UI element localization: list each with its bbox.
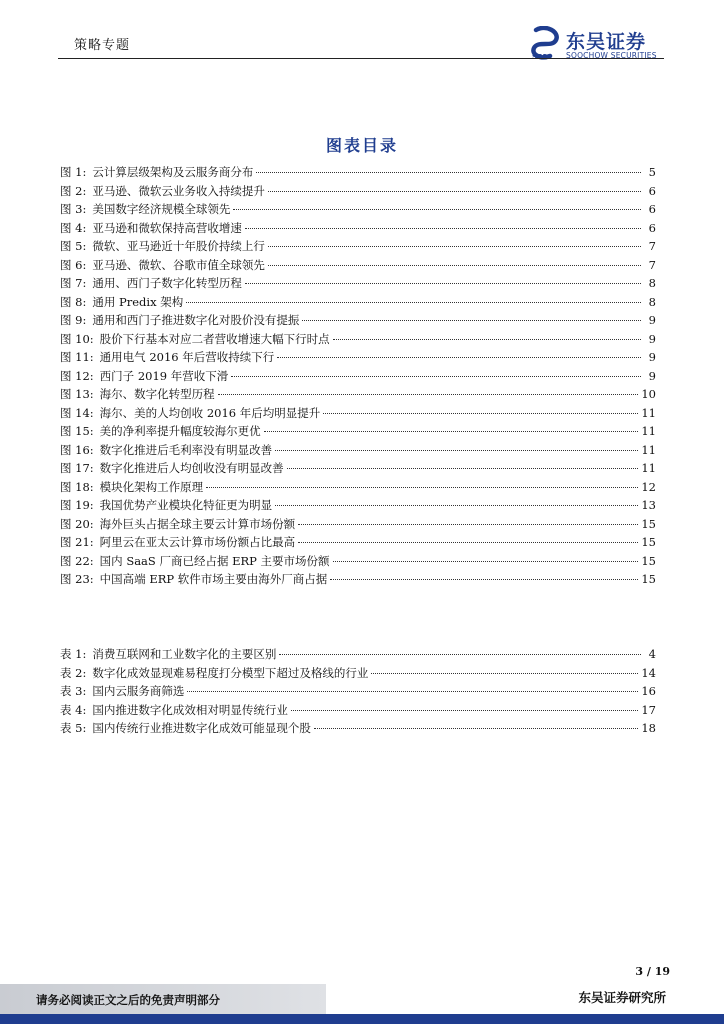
entry-label: 表 1: bbox=[60, 647, 87, 661]
page-number: 3 / 19 bbox=[635, 965, 670, 978]
entry-title: 海外巨头占据全球主要云计算市场份额 bbox=[99, 516, 296, 531]
figure-entry[interactable] bbox=[60, 479, 656, 498]
entry-title: 云计算层级架构及云服务商分布 bbox=[92, 165, 254, 179]
dot-leader bbox=[333, 561, 639, 562]
dot-leader bbox=[231, 376, 641, 377]
entry-label: 图 15: bbox=[60, 424, 94, 438]
dot-leader bbox=[233, 209, 641, 210]
entry-page-number: 11 bbox=[641, 461, 656, 475]
entry-page-number: 9 bbox=[648, 331, 656, 346]
entry-title: 通用、西门子数字化转型历程 bbox=[92, 276, 242, 290]
company-logo bbox=[528, 26, 678, 62]
entry-title: 国内传统行业推进数字化成效可能显现个股 bbox=[92, 721, 311, 735]
entry-page-number: 5 bbox=[648, 165, 656, 179]
dot-leader bbox=[268, 265, 641, 266]
figure-entry[interactable] bbox=[60, 497, 656, 516]
entry-label: 图 23: bbox=[60, 572, 94, 586]
entry-label: 图 10: bbox=[60, 331, 94, 346]
entry-label: 表 2: bbox=[60, 665, 87, 680]
entry-page-number: 9 bbox=[648, 368, 656, 383]
entry-title: 亚马逊和微软保持高营收增速 bbox=[92, 220, 242, 235]
entry-page-number: 13 bbox=[641, 498, 656, 512]
entry-page-number: 8 bbox=[648, 276, 656, 290]
entry-label: 图 14: bbox=[60, 405, 94, 420]
entry-title: 海尔、美的人均创收 2016 年后均明显提升 bbox=[99, 405, 321, 420]
dot-leader bbox=[298, 524, 638, 525]
figure-entry[interactable] bbox=[60, 201, 656, 220]
entry-title: 中国高端 ERP 软件市场主要由海外厂商占据 bbox=[99, 572, 328, 586]
entry-label: 图 19: bbox=[60, 498, 94, 512]
figure-entry[interactable] bbox=[60, 423, 656, 442]
entry-title: 通用和西门子推进数字化对股价没有提振 bbox=[92, 313, 300, 327]
figure-entry[interactable] bbox=[60, 405, 656, 424]
entry-page-number: 7 bbox=[648, 257, 656, 272]
entry-title: 海尔、数字化转型历程 bbox=[99, 387, 215, 401]
figure-entry[interactable] bbox=[60, 368, 656, 387]
figure-entry[interactable] bbox=[60, 312, 656, 331]
entry-page-number: 14 bbox=[641, 665, 656, 680]
table-entry[interactable] bbox=[60, 702, 656, 721]
dot-leader bbox=[275, 450, 638, 451]
figure-entry[interactable] bbox=[60, 386, 656, 405]
entry-label: 图 6: bbox=[60, 257, 87, 272]
table-entry[interactable] bbox=[60, 720, 656, 739]
research-institute-name: 东吴证券研究所 bbox=[578, 990, 666, 1005]
entry-title: 数字化推进后毛利率没有明显改善 bbox=[99, 442, 273, 457]
dot-leader bbox=[302, 320, 641, 321]
entry-title: 消费互联网和工业数字化的主要区别 bbox=[92, 647, 277, 661]
header-divider bbox=[58, 58, 664, 59]
entry-title: 通用 Predix 架构 bbox=[92, 294, 184, 309]
dot-leader bbox=[330, 579, 638, 580]
figure-list bbox=[60, 164, 656, 590]
entry-page-number: 11 bbox=[641, 424, 656, 438]
dot-leader bbox=[218, 394, 639, 395]
disclaimer-text: 请务必阅读正文之后的免责声明部分 bbox=[36, 993, 220, 1007]
entry-label: 图 7: bbox=[60, 276, 87, 290]
entry-page-number: 16 bbox=[641, 684, 656, 698]
entry-label: 图 17: bbox=[60, 461, 94, 475]
entry-page-number: 11 bbox=[641, 442, 656, 457]
entry-title: 阿里云在亚太云计算市场份额占比最高 bbox=[99, 535, 296, 549]
entry-title: 亚马逊、微软云业务收入持续提升 bbox=[92, 183, 265, 198]
entry-page-number: 15 bbox=[641, 516, 656, 531]
logo-mark-icon bbox=[528, 26, 562, 60]
entry-label: 图 5: bbox=[60, 239, 87, 253]
entry-title: 模块化架构工作原理 bbox=[99, 479, 204, 494]
dot-leader bbox=[268, 191, 641, 192]
logo-mark-text: SCS bbox=[532, 53, 548, 60]
figure-entry[interactable] bbox=[60, 553, 656, 572]
dot-leader bbox=[287, 468, 639, 469]
entry-page-number: 6 bbox=[648, 202, 656, 216]
entry-page-number: 18 bbox=[641, 721, 656, 735]
dot-leader bbox=[279, 654, 641, 655]
entry-label: 图 13: bbox=[60, 387, 94, 401]
entry-title: 西门子 2019 年营收下滑 bbox=[99, 368, 229, 383]
entry-title: 通用电气 2016 年后营收持续下行 bbox=[99, 350, 275, 364]
entry-label: 图 18: bbox=[60, 479, 94, 494]
entry-label: 图 11: bbox=[60, 350, 94, 364]
logo-chinese-name: 东吴证券 bbox=[566, 31, 647, 53]
figure-entry[interactable] bbox=[60, 220, 656, 239]
table-list bbox=[60, 646, 656, 739]
entry-label: 图 12: bbox=[60, 368, 94, 383]
entry-label: 表 3: bbox=[60, 684, 87, 698]
toc-title: 图表目录 bbox=[325, 136, 398, 155]
dot-leader bbox=[333, 339, 641, 340]
entry-title: 国内云服务商筛选 bbox=[92, 684, 185, 698]
entry-title: 美的净利率提升幅度较海尔更优 bbox=[99, 424, 261, 438]
figure-entry[interactable] bbox=[60, 534, 656, 553]
figure-entry[interactable] bbox=[60, 516, 656, 535]
table-entry[interactable] bbox=[60, 646, 656, 665]
figure-entry[interactable] bbox=[60, 183, 656, 202]
entry-page-number: 9 bbox=[648, 313, 656, 327]
dot-leader bbox=[187, 691, 638, 692]
entry-page-number: 10 bbox=[641, 387, 656, 401]
entry-label: 表 5: bbox=[60, 721, 87, 735]
entry-page-number: 6 bbox=[648, 220, 656, 235]
entry-label: 图 4: bbox=[60, 220, 87, 235]
figure-entry[interactable] bbox=[60, 571, 656, 590]
entry-label: 图 16: bbox=[60, 442, 94, 457]
dot-leader bbox=[256, 172, 641, 173]
figure-entry[interactable] bbox=[60, 460, 656, 479]
figure-entry[interactable] bbox=[60, 275, 656, 294]
table-entry[interactable] bbox=[60, 683, 656, 702]
figure-entry[interactable] bbox=[60, 442, 656, 461]
dot-leader bbox=[275, 505, 638, 506]
figure-entry[interactable] bbox=[60, 331, 656, 350]
entry-label: 图 20: bbox=[60, 516, 94, 531]
dot-leader bbox=[291, 710, 639, 711]
dot-leader bbox=[264, 431, 639, 432]
entry-label: 图 3: bbox=[60, 202, 87, 216]
entry-label: 图 2: bbox=[60, 183, 87, 198]
entry-page-number: 17 bbox=[641, 702, 656, 717]
dot-leader bbox=[268, 246, 641, 247]
entry-title: 数字化成效显现难易程度打分模型下超过及格线的行业 bbox=[92, 665, 369, 680]
entry-label: 图 22: bbox=[60, 553, 94, 568]
section-label: 策略专题 bbox=[74, 38, 131, 53]
entry-title: 股价下行基本对应二者营收增速大幅下行时点 bbox=[99, 331, 330, 346]
dot-leader bbox=[245, 228, 641, 229]
footer-bar bbox=[0, 1014, 724, 1024]
entry-title: 我国优势产业模块化特征更为明显 bbox=[99, 498, 273, 512]
entry-page-number: 11 bbox=[641, 405, 656, 420]
logo-english-name: SOOCHOW SECURITIES bbox=[566, 51, 657, 60]
dot-leader bbox=[186, 302, 641, 303]
table-entry[interactable] bbox=[60, 665, 656, 684]
entry-label: 图 8: bbox=[60, 294, 87, 309]
dot-leader bbox=[206, 487, 638, 488]
entry-page-number: 9 bbox=[648, 350, 656, 364]
entry-title: 国内 SaaS 厂商已经占据 ERP 主要市场份额 bbox=[99, 553, 330, 568]
entry-page-number: 15 bbox=[641, 535, 656, 549]
entry-title: 亚马逊、微软、谷歌市值全球领先 bbox=[92, 257, 265, 272]
figure-entry[interactable] bbox=[60, 164, 656, 183]
entry-page-number: 6 bbox=[648, 183, 656, 198]
figure-entry[interactable] bbox=[60, 349, 656, 368]
dot-leader bbox=[323, 413, 638, 414]
dot-leader bbox=[277, 357, 641, 358]
entry-page-number: 8 bbox=[648, 294, 656, 309]
entry-label: 图 21: bbox=[60, 535, 94, 549]
entry-label: 图 9: bbox=[60, 313, 87, 327]
dot-leader bbox=[314, 728, 639, 729]
entry-title: 国内推进数字化成效相对明显传统行业 bbox=[92, 702, 288, 717]
dot-leader bbox=[371, 673, 638, 674]
dot-leader bbox=[245, 283, 641, 284]
entry-title: 微软、亚马逊近十年股价持续上行 bbox=[92, 239, 265, 253]
entry-page-number: 15 bbox=[641, 553, 656, 568]
figure-entry[interactable] bbox=[60, 238, 656, 257]
figure-entry[interactable] bbox=[60, 294, 656, 313]
entry-label: 图 1: bbox=[60, 165, 87, 179]
entry-page-number: 15 bbox=[641, 572, 656, 586]
entry-label: 表 4: bbox=[60, 702, 87, 717]
entry-title: 美国数字经济规模全球领先 bbox=[92, 202, 231, 216]
figure-entry[interactable] bbox=[60, 257, 656, 276]
entry-title: 数字化推进后人均创收没有明显改善 bbox=[99, 461, 284, 475]
entry-page-number: 7 bbox=[648, 239, 656, 253]
entry-page-number: 4 bbox=[648, 647, 656, 661]
entry-page-number: 12 bbox=[641, 479, 656, 494]
dot-leader bbox=[298, 542, 638, 543]
